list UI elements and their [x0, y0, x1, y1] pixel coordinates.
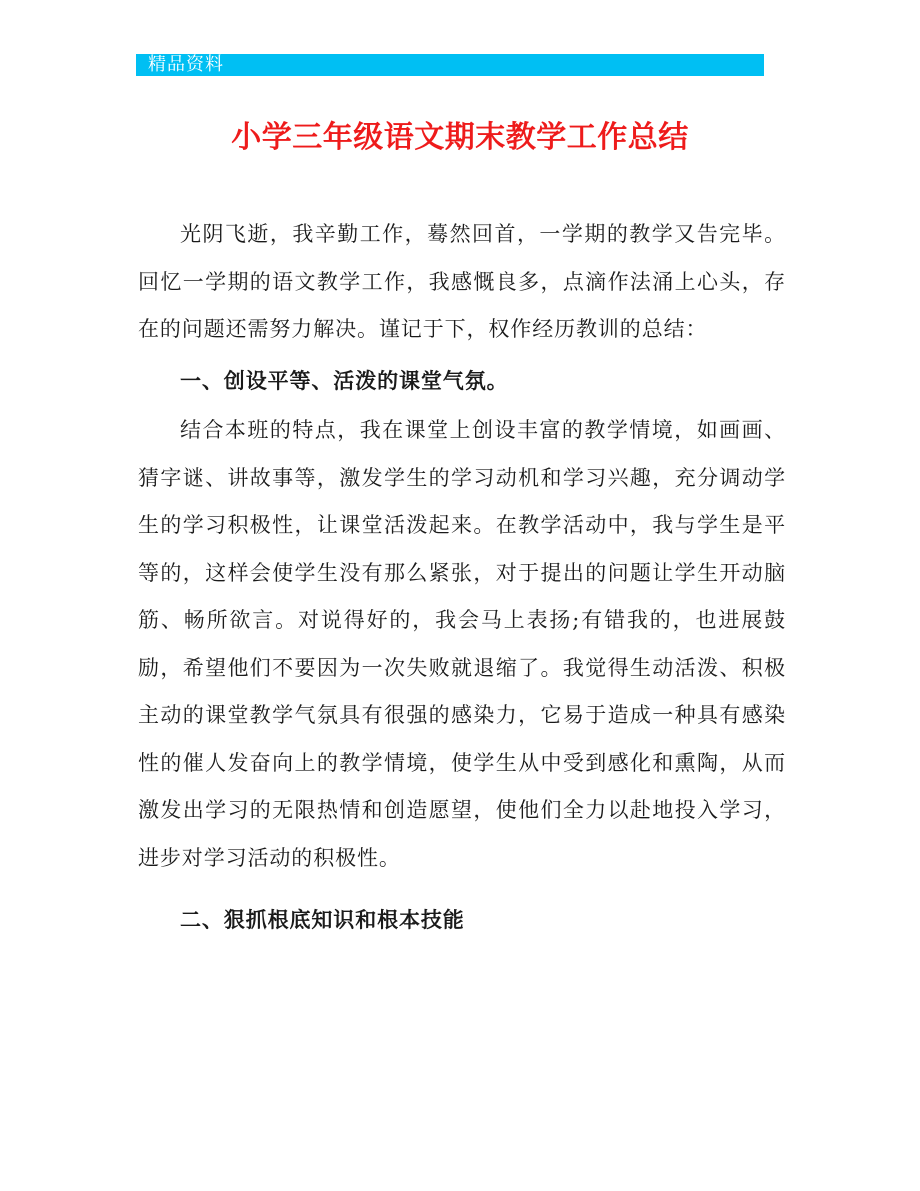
intro-paragraph: 光阴飞逝，我辛勤工作，蓦然回首，一学期的教学又告完毕。回忆一学期的语文教学工作，我感慨良多，点滴作法涌上心头，存在的问题还需努力解决。谨记于下，权作经历教训的总结： — [138, 222, 786, 341]
section-2-heading: 二、狠抓根底知识和根本技能 — [180, 907, 465, 932]
section-1-heading: 一、创设平等、活泼的课堂气氛。 — [180, 367, 509, 393]
header-banner — [136, 54, 764, 76]
section-1-paragraph: 结合本班的特点，我在课堂上创设丰富的教学情境，如画画、猜字谜、讲故事等，激发学生的学习动机和学习兴趣，充分调动学生的学习积极性，让课堂活泼起来。在教学活动中，我与学生是平等的，这样会使学生没有那么紧张，对于提出的问题让学生开动脑筋、畅所欲言。对说得好的，我会马上表扬;有错我的，也进展鼓励，希望他们不要因为一次失败就退缩了。我觉得生动活泼、积极主动的课堂教学气氛具有很强的感染力，它易于造成一种具有感染性的催人发奋向上的教学情境，使学生从中受到感化和熏陶，从而激发出学习的无限热情和创造愿望，使他们全力以赴地投入学习，进步对学习活动的积极性。 — [138, 418, 786, 870]
document-title: 小学三年级语文期末教学工作总结 — [231, 120, 689, 155]
banner-label: 精品资料 — [148, 54, 224, 75]
document-body — [138, 211, 786, 944]
